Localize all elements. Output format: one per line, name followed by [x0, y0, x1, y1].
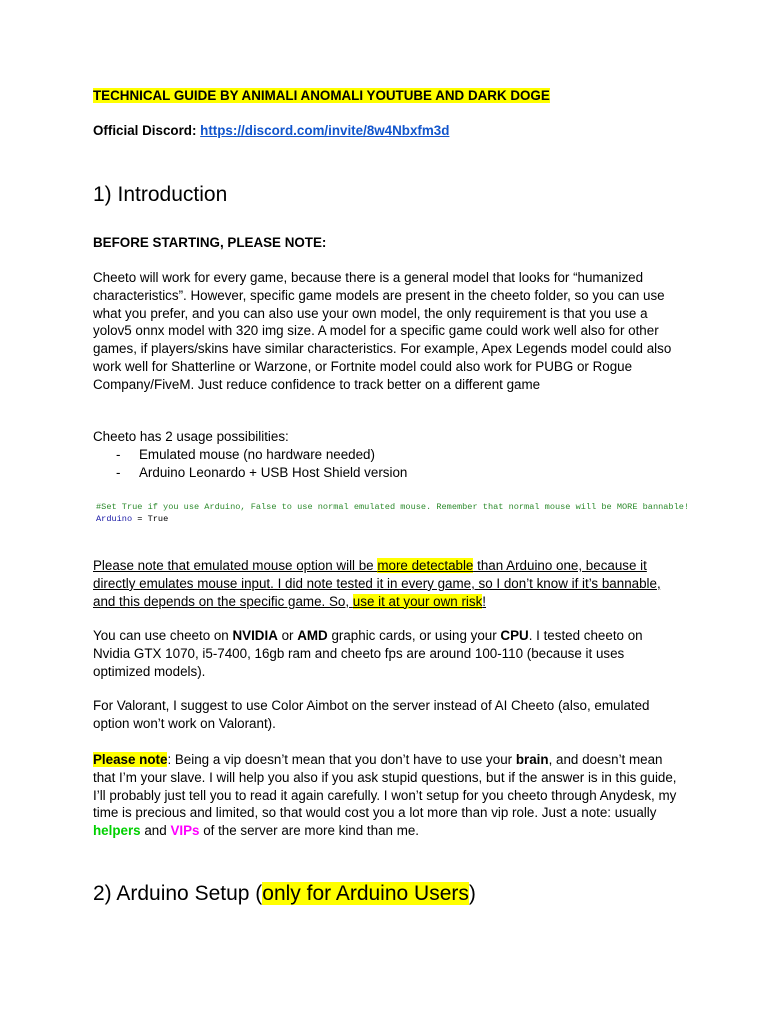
code-line: [96, 514, 696, 526]
usage-intro: Cheeto has 2 usage possibilities:: [93, 429, 289, 444]
gpu-cpu: CPU: [500, 628, 529, 643]
warning-text: !: [482, 593, 487, 609]
gpu-text: graphic cards, or using your: [327, 628, 501, 643]
warning-highlight-risk: use it at your own risk: [352, 593, 483, 609]
guide-title: [93, 87, 683, 105]
warning-text: than Arduino one, because it directly emulates mouse input. I did note tested it in every game, so I don’t know if it’s bannable, and this depends on the specific game. So,: [93, 558, 661, 609]
arduino-heading-text: 2) Arduino Setup (: [93, 882, 263, 905]
vip-text: and: [140, 823, 171, 839]
discord-line: [93, 122, 683, 140]
arduino-heading: [93, 881, 476, 907]
code-value: True: [147, 513, 169, 524]
vip-text: , and doesn’t mean that I’m your slave. I will help you also if you ask stupid questions, but if the answer is in this guide, I’ll probably just tell you to read it again carefully. I won’t setup for you cheeto through Anydesk, my time is precious and limited, so that would cost you a lot more than vip role. Just a note: usually: [93, 752, 677, 821]
arduino-heading-text: ): [468, 882, 476, 905]
list-item: - Emulated mouse (no hardware needed): [93, 446, 683, 464]
helpers-role: helpers: [93, 823, 141, 839]
before-note: BEFORE STARTING, PLEASE NOTE:: [93, 235, 327, 250]
intro-heading: 1) Introduction: [93, 183, 228, 206]
vip-text: : Being a vip doesn’t mean that you don’t have to use your: [167, 752, 516, 767]
code-operator: =: [132, 513, 148, 524]
warning-text: Please note that emulated mouse option will be: [93, 558, 378, 573]
code-variable: Arduino: [96, 513, 133, 524]
list-item: - Arduino Leonardo + USB Host Shield version: [93, 464, 683, 482]
detection-warning: [93, 557, 683, 610]
guide-title-text: TECHNICAL GUIDE BY ANIMALI ANOMALI YOUTUBE AND DARK DOGE: [93, 88, 550, 103]
gpu-text: or: [277, 628, 298, 643]
vip-note-label: Please note: [93, 752, 168, 767]
vip-paragraph: [93, 751, 683, 840]
gpu-nvidia: NVIDIA: [232, 628, 278, 643]
vip-text: of the server are more kind than me.: [199, 823, 420, 839]
usage-list: [93, 446, 683, 482]
discord-label: Official Discord:: [93, 123, 201, 138]
code-snippet: [96, 502, 696, 525]
vip-brain: brain: [515, 752, 549, 767]
usage-section: [93, 428, 683, 481]
gpu-paragraph: [93, 627, 683, 680]
warning-highlight-detectable: more detectable: [377, 558, 474, 573]
valorant-paragraph: For Valorant, I suggest to use Color Aimbot on the server instead of AI Cheeto (also, emulated option won’t work on Valorant).: [93, 698, 650, 731]
intro-paragraph: Cheeto will work for every game, because there is a general model that looks for “humanized characteristics”. However, specific game models are present in the cheeto folder, so you can use what you prefer, and you can also use your own model, the only requirement is that you use a yolov5 onnx model with 320 img size. A model for a specific game could work well also for other games, if players/skins have similar characteristics. For example, Apex Legends model could also work well for Shatterline or Warzone, or Fortnite model could also work for PUBG or Rogue Company/FiveM. Just reduce confidence to track better on a different game: [93, 270, 672, 392]
gpu-amd: AMD: [297, 628, 328, 643]
gpu-text: . I tested cheeto on Nvidia GTX 1070, i5-7400, 16gb ram and cheeto fps are around 100-110 (because it uses optimized models).: [93, 628, 643, 679]
vips-role: VIPs: [170, 823, 200, 839]
gpu-text: You can use cheeto on: [93, 628, 233, 643]
code-comment: #Set True if you use Arduino, False to use normal emulated mouse. Remember that normal mouse will be MORE bannable!: [96, 502, 690, 512]
discord-link[interactable]: https://discord.com/invite/8w4Nbxfm3d: [200, 123, 450, 138]
arduino-heading-highlight: only for Arduino Users: [262, 882, 469, 905]
